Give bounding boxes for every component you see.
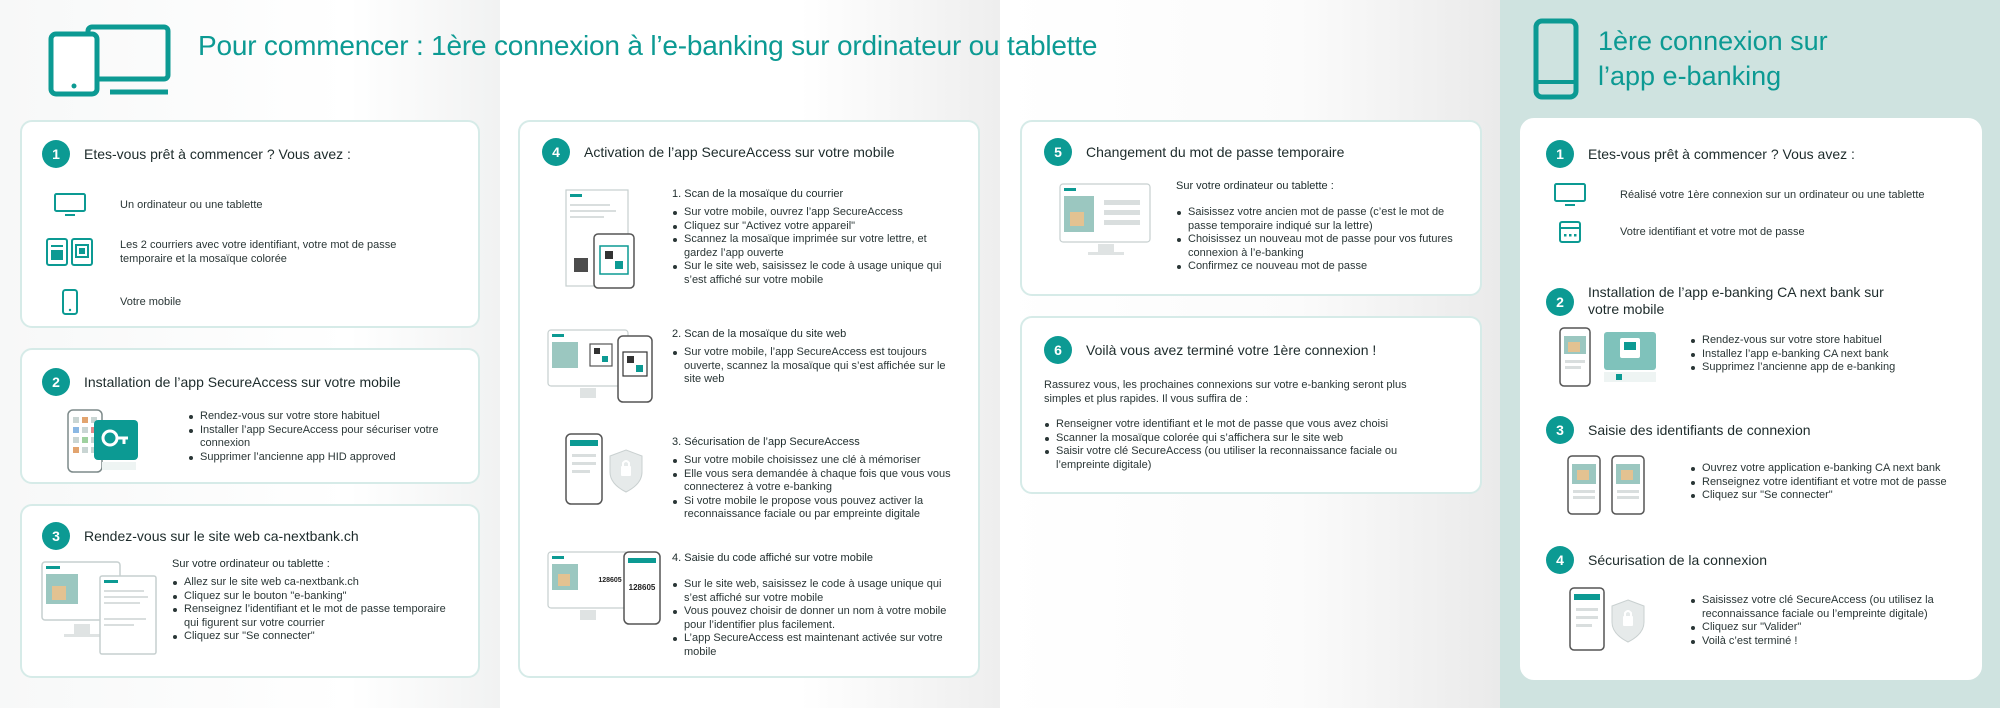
letter-scan-illustration (564, 188, 638, 290)
secure-login-illustration (1568, 586, 1648, 654)
step-number: 4 (1546, 546, 1574, 574)
substep-title: 2. Scan de la mosaïque du site web (672, 328, 847, 340)
requirement-item: Réalisé votre 1ère connexion sur un ordinateur ou une tablette (1542, 182, 1925, 208)
step-number: 2 (42, 368, 70, 396)
step-title: Installation de l’app SecureAccess sur votre mobile (84, 373, 401, 390)
step-6-card (1020, 316, 1482, 494)
step-title: Voilà vous avez terminé votre 1ère connexion ! (1086, 341, 1377, 358)
side-title: 1ère connexion sur l’app e-banking (1598, 26, 1828, 91)
code-on-website: 128605 (598, 577, 622, 584)
paragraph: Rassurez vous, les prochaines connexions sur votre e-banking seront plus simples et plus rapides. Il vous suffira de : (1044, 379, 1407, 405)
bullet-list: Sur le site web, saisissez le code à usage unique qui s’est affiché sur votre mobile Vous pouvez choisir de donner un nom à votre mobile pour l’identifier plus facilement. L’app SecureAccess est maintenant activée sur votre mobile (672, 578, 962, 660)
step-1-card (20, 120, 480, 328)
mobile-icon (1532, 18, 1580, 102)
login-phones-illustration (1566, 454, 1646, 516)
step-number: 5 (1044, 138, 1072, 166)
requirement-item: Votre identifiant et votre mot de passe (1542, 220, 1805, 244)
app-store-illustration (66, 408, 142, 474)
substep-title: 3. Sécurisation de l’app SecureAccess (672, 436, 860, 448)
step-2-card (20, 348, 480, 484)
step-4-card (518, 120, 980, 678)
step-title: Etes-vous prêt à commencer ? Vous avez : (1588, 145, 1855, 162)
letters-icon (45, 236, 95, 268)
mobile-lock-illustration (564, 432, 648, 508)
step-number: 6 (1044, 336, 1072, 364)
step-title: Etes-vous prêt à commencer ? Vous avez : (84, 145, 351, 162)
bullet-list: Sur votre mobile choisissez une clé à mémoriser Elle vous sera demandée à chaque fois que vous vous connecterez à votre e-banking Si votre mobile le propose vous pouvez activer la reconnaissance faciale ou par empreinte digitale (672, 454, 962, 522)
mobile-icon (61, 288, 79, 316)
password-change-illustration (1058, 182, 1152, 258)
requirement-item: Un ordinateur ou une tablette (42, 192, 263, 218)
step-number: 3 (1546, 416, 1574, 444)
step-number: 2 (1546, 288, 1574, 316)
app-steps-card (1520, 118, 1982, 680)
substep-title: Sur votre ordinateur ou tablette : (172, 558, 330, 570)
step-5-card (1020, 120, 1482, 296)
requirement-item: Les 2 courriers avec votre identifiant, votre mot de passe temporaire et la mosaïque colorée (42, 236, 396, 268)
bullet-list: Saisissez votre clé SecureAccess (ou utilisez la reconnaissance faciale ou l’empreinte digitale) Cliquez sur "Valider" Voilà c’est terminé ! (1690, 594, 1960, 648)
bullet-list: Rendez-vous sur votre store habituel Installer l’app SecureAccess pour sécuriser votre connexion Supprimer l’ancienne app HID approved (188, 410, 458, 464)
computer-icon (1553, 182, 1587, 208)
step-number: 1 (1546, 140, 1574, 168)
code-entry-illustration (546, 548, 664, 630)
website-mosaic-illustration (546, 326, 656, 406)
substep-title: Sur votre ordinateur ou tablette : (1176, 180, 1334, 192)
bullet-list: Sur votre mobile, ouvrez l’app SecureAccess Cliquez sur "Activez votre appareil" Scannez la mosaïque imprimée sur votre lettre, et gardez l’app ouverte Sur le site web, saisissez le code à usage unique qui s’est affiché sur votre mobile (672, 206, 962, 288)
step-title: Activation de l’app SecureAccess sur votre mobile (584, 143, 895, 160)
page-title: Pour commencer : 1ère connexion à l’e-banking sur ordinateur ou tablette (198, 30, 1098, 61)
step-title: Changement du mot de passe temporaire (1086, 143, 1345, 160)
step-title: Installation de l’app e-banking CA next bank sur votre mobile (1588, 284, 1884, 317)
code-on-mobile: 128605 (628, 583, 656, 592)
step-title: Rendez-vous sur le site web ca-nextbank.ch (84, 527, 359, 544)
bullet-list: Rendez-vous sur votre store habituel Installez l’app e-banking CA next bank Supprimez l’ancienne app de e-banking (1690, 334, 1960, 375)
step-title: Sécurisation de la connexion (1588, 551, 1768, 568)
step-number: 4 (542, 138, 570, 166)
id-card-icon (1558, 220, 1582, 244)
bullet-list: Allez sur le site web ca-nextbank.ch Cliquez sur le bouton "e-banking" Renseignez l’identifiant et le mot de passe temporaire qui figurent sur votre courrier Cliquez sur "Se connecter" (172, 576, 462, 644)
app-install-illustration (1558, 326, 1658, 390)
computer-tablet-icon (48, 22, 173, 98)
bullet-list: Ouvrez votre application e-banking CA next bank Renseignez votre identifiant et votre mot de passe Cliquez sur "Se connecter" (1690, 462, 1970, 503)
step-3-card (20, 504, 480, 678)
step-number: 1 (42, 140, 70, 168)
website-illustration (40, 558, 160, 662)
step-number: 3 (42, 522, 70, 550)
bullet-list: Renseigner votre identifiant et le mot de passe que vous avez choisi Scanner la mosaïque colorée qui s’affichera sur le site web Saisir votre clé SecureAccess (ou utiliser la reconnaissance faciale ou l’empreinte digitale) (1044, 418, 1444, 472)
substep-title: 1. Scan de la mosaïque du courrier (672, 188, 844, 200)
step-title: Saisie des identifiants de connexion (1588, 421, 1811, 438)
requirement-item: Votre mobile (42, 288, 181, 316)
computer-icon (53, 192, 87, 218)
bullet-list: Sur votre mobile, l’app SecureAccess est toujours ouverte, scannez la mosaïque qui s’est affichée sur le site web (672, 346, 962, 387)
bullet-list: Saisissez votre ancien mot de passe (c’est le mot de passe temporaire indiqué sur la lettre) Choisissez un nouveau mot de passe pour vos futures connexion à l’e-banking Confirmez ce nouveau mot de passe (1176, 206, 1456, 274)
substep-title: 4. Saisie du code affiché sur votre mobile (672, 552, 873, 564)
